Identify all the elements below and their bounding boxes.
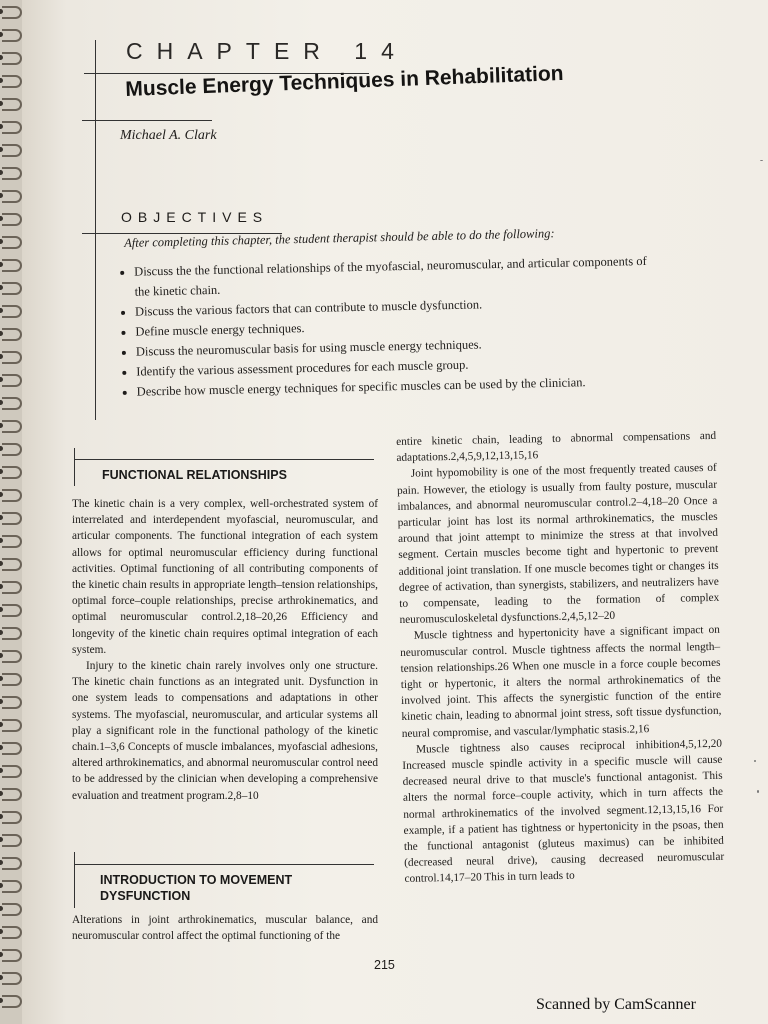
section-rule (74, 459, 374, 460)
binding-coil (2, 604, 22, 617)
binding-coil (2, 144, 22, 157)
binding-coil (2, 880, 22, 893)
binding-coil (2, 190, 22, 203)
binding-coil (2, 489, 22, 502)
scan-speck (760, 160, 763, 161)
section-bar (74, 448, 75, 486)
binding-coil (2, 443, 22, 456)
scan-speck (757, 790, 759, 793)
binding-coil (2, 351, 22, 364)
binding-coil (2, 972, 22, 985)
scan-speck (754, 760, 756, 762)
binding-coil (2, 420, 22, 433)
binding-coil (2, 305, 22, 318)
binding-coil (2, 627, 22, 640)
binding-coil (2, 673, 22, 686)
binding-coil (2, 75, 22, 88)
binding-coil (2, 719, 22, 732)
binding-coil (2, 167, 22, 180)
binding-coil (2, 236, 22, 249)
binding-coil (2, 857, 22, 870)
binding-coil (2, 581, 22, 594)
section-bar (74, 852, 75, 908)
binding-coil (2, 696, 22, 709)
binding-coil (2, 811, 22, 824)
binding-coil (2, 328, 22, 341)
paragraph: Injury to the kinetic chain rarely involves only one structure. The kinetic chain functions as an integrated unit. Dysfunction in one system leads to compensations and adaptations in other systems. The myofascial, neuromuscular, and articular systems all play a significant role in the functional pathology of the kinetic chain.1–3,6 Concepts of muscle imbalances, myofascial adhesions, altered arthrokinematics, and abnormal neuromuscular control need to be addressed by the clinician when developing a comprehensive evaluation and treatment program.2,8–10 (72, 660, 378, 802)
paragraph: Joint hypomobility is one of the most frequently treated causes of pain. However, the etiology is usually from faulty posture, muscular imbalances, and abnormal neuromuscular control.2–4,18–20 Once a particular joint has lost its normal arthrokinematics, the muscles around that joint attempt to minimize the stress at that involved segment. Certain muscles become tight and hypertonic to prevent additional joint translation. If one muscle becomes tight or changes its degree of activation, than synergists, stabilizers, and neutralizers have to compensate, leading to the formation of complex neuromusculoskeletal dysfunctions.2,4,5,12–20 (396, 462, 720, 627)
paragraph: Muscle tightness and hypertonicity have a significant impact on neuromuscular control. Muscle tightness affects the normal length–tension relationships.26 When one muscle in a force couple becomes tight or hypertonic, it alters the normal arthrokinematics of the involved joint. This affects the synergistic function of the entire kinetic chain, leading to abnormal joint stress, soft tissue dysfunction, neural compromise, and vascular/lymphatic stasis.2,16 (400, 624, 722, 740)
binding-coil (2, 282, 22, 295)
binding-coil (2, 512, 22, 525)
binding-coil (2, 466, 22, 479)
binding-coil (2, 949, 22, 962)
paragraph: Alterations in joint arthrokinematics, muscular balance, and neuromuscular control affect the optimal functioning of the (72, 914, 378, 943)
objective-item: • Describe how muscle energy techniques for specific muscles can be used by the clinician. (137, 371, 657, 402)
binding-coil (2, 788, 22, 801)
left-column-body-bottom (72, 912, 378, 944)
objective-item: • Identify the various assessment procedures for each muscle group. (136, 351, 656, 382)
objectives-intro: After completing this chapter, the student therapist should be able to do the following: (124, 226, 555, 250)
binding-coil (2, 213, 22, 226)
binding-coil (2, 121, 22, 134)
title-rule (82, 120, 212, 121)
binding-coil (2, 834, 22, 847)
objective-item: • Discuss the neuromuscular basis for using muscle energy techniques. (136, 331, 656, 362)
section-heading-movement: INTRODUCTION TO MOVEMENT DYSFUNCTION (100, 873, 293, 903)
author-name: Michael A. Clark (120, 128, 217, 143)
right-column-body (396, 428, 725, 888)
binding-coil (2, 558, 22, 571)
objectives-list (118, 251, 657, 402)
binding-coil (2, 374, 22, 387)
paragraph: entire kinetic chain, leading to abnormal compensations and adaptations.2,4,5,9,12,13,15,16 (396, 429, 717, 465)
binding-coil (2, 535, 22, 548)
binding-coil (2, 926, 22, 939)
book-page (22, 0, 768, 1024)
binding-coil (2, 52, 22, 65)
binding-coil (2, 903, 22, 916)
binding-coil (2, 765, 22, 778)
binding-coil (2, 6, 22, 19)
objectives-heading: OBJECTIVES (121, 209, 269, 225)
binding-coil (2, 397, 22, 410)
binding-coil (2, 98, 22, 111)
section-rule (74, 864, 374, 865)
objective-item: • Define muscle energy techniques. (135, 311, 655, 342)
scanner-watermark: Scanned by CamScanner (536, 996, 696, 1013)
paragraph: Muscle tightness also causes reciprocal inhibition4,5,12,20 Increased muscle spindle activity in a specific muscle will cause decreased neural drive to that muscle's functional antagonist. This alters the normal force–couple activity, which in turn affects the normal arthrokinematics of the involved segment.12,13,15,16 For example, if a patient has tightness or hypertonicity in the psoas, then the functional antagonist (gluteus maximus) can be inhibited (decreased neural drive), causing decreased neuromuscular control.14,17–20 This in turn leads to (402, 737, 725, 886)
left-column-body-top (72, 496, 378, 804)
margin-rule (95, 40, 96, 420)
binding-coil (2, 650, 22, 663)
section-heading-functional: FUNCTIONAL RELATIONSHIPS (102, 468, 287, 482)
binding-coil (2, 742, 22, 755)
chapter-label: CHAPTER 14 (126, 38, 408, 64)
chapter-title: Muscle Energy Techniques in Rehabilitation (125, 61, 564, 101)
paragraph: The kinetic chain is a very complex, well-orchestrated system of interrelated and interdependent myofascial, neuromuscular, and articular components. The functional integration of each system allows for optimal neuromuscular efficiency during functional activities. Optimal functioning of all contributing components of the kinetic chain results in appropriate length–tension relationships, optimal force–couple relationships, precise arthrokinematics, and optimal neuromuscular control.2,18–20,26 Efficiency and longevity of the kinetic chain requires optimal integration of each system. (72, 498, 378, 656)
objective-item: • Discuss the the functional relationships of the myofascial, neuromuscular, and articular components of the kinetic chain. (134, 251, 655, 302)
objective-item: • Discuss the various factors that can contribute to muscle dysfunction. (135, 291, 655, 322)
binding-coil (2, 29, 22, 42)
binding-coil (2, 995, 22, 1008)
page-number: 215 (374, 958, 395, 972)
binding-coil (2, 259, 22, 272)
